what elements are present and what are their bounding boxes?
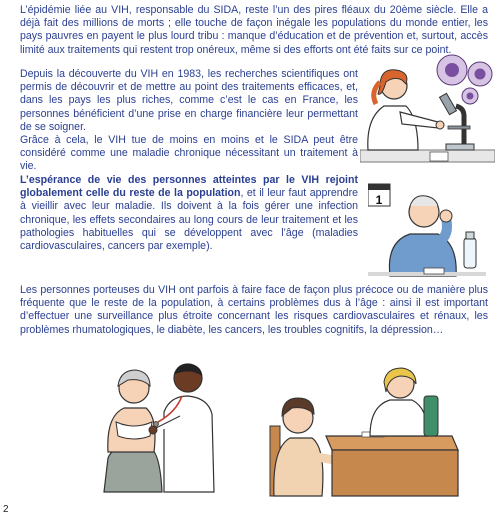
life-expectancy-text: , et il leur faut apprendre à vieillir avec leur maladie. Ils doivent à la fois gérer une infection chronique, les effets secondaires au long cours de leur traitement et les pathologies habituelles qui se développent avec l’âge (maladies cardiovasculaires, cancers par exemple). bbox=[20, 187, 358, 253]
life-expectancy-highlight: L’espérance de vie des personnes atteintes par le VIH rejoint globalement celle du reste de la population bbox=[20, 174, 358, 200]
pill-bottle-icon bbox=[464, 232, 476, 268]
intro-paragraph: L’épidémie liée au VIH, responsable du SIDA, reste l’un des pires fléaux du 20ème siècle. Elle a déjà fait des millions de morts ; elle touche de façon inégale les populations du monde entier, les pays pauvres en payent le plus lourd tribu : manque d’éducation et de prévention et, surtout, accès limité aux traitements qui restent trop onéreux, même si des efforts ont été faits sur ce point. bbox=[20, 4, 488, 56]
research-text: Depuis la découverte du VIH en 1983, les recherches scientifiques ont permis de découvrir et de mettre au point des traitements efficaces, et, dans les pays les plus riches, comme c’est le cas en France, les personnes bénéficient d’une prise en charge financière leur permettant de se soigner. bbox=[20, 68, 358, 133]
scientist-microscope-illustration bbox=[360, 52, 495, 164]
calendar-number: 1 bbox=[375, 193, 383, 207]
research-paragraph bbox=[20, 68, 358, 174]
age-problems-paragraph: Les personnes porteuses du VIH ont parfois à faire face de façon plus précoce ou de manière plus fréquente que le reste de la population, à certains problèmes dus à l’âge : ainsi il est important d’effectuer une surveillance plus étroite concernant les risques cardiovasculaires et rénaux, les problèmes rhumatologiques, le diabète, les cancers, les troubles cognitifs, la dépression… bbox=[20, 284, 488, 336]
doctor-patient-illustration bbox=[98, 352, 218, 494]
calendar-icon bbox=[368, 184, 390, 207]
treatment-text: Grâce à cela, le VIH tue de moins en moins et le SIDA peut être considéré comme une maladie chronique nécessitant un traitement à vie. bbox=[20, 134, 358, 173]
life-expectancy-paragraph bbox=[20, 174, 358, 253]
page-number: 2 bbox=[3, 504, 9, 515]
desk-icon bbox=[326, 432, 458, 496]
elderly-man-illustration bbox=[368, 176, 486, 278]
consultation-desk-illustration bbox=[262, 366, 462, 498]
